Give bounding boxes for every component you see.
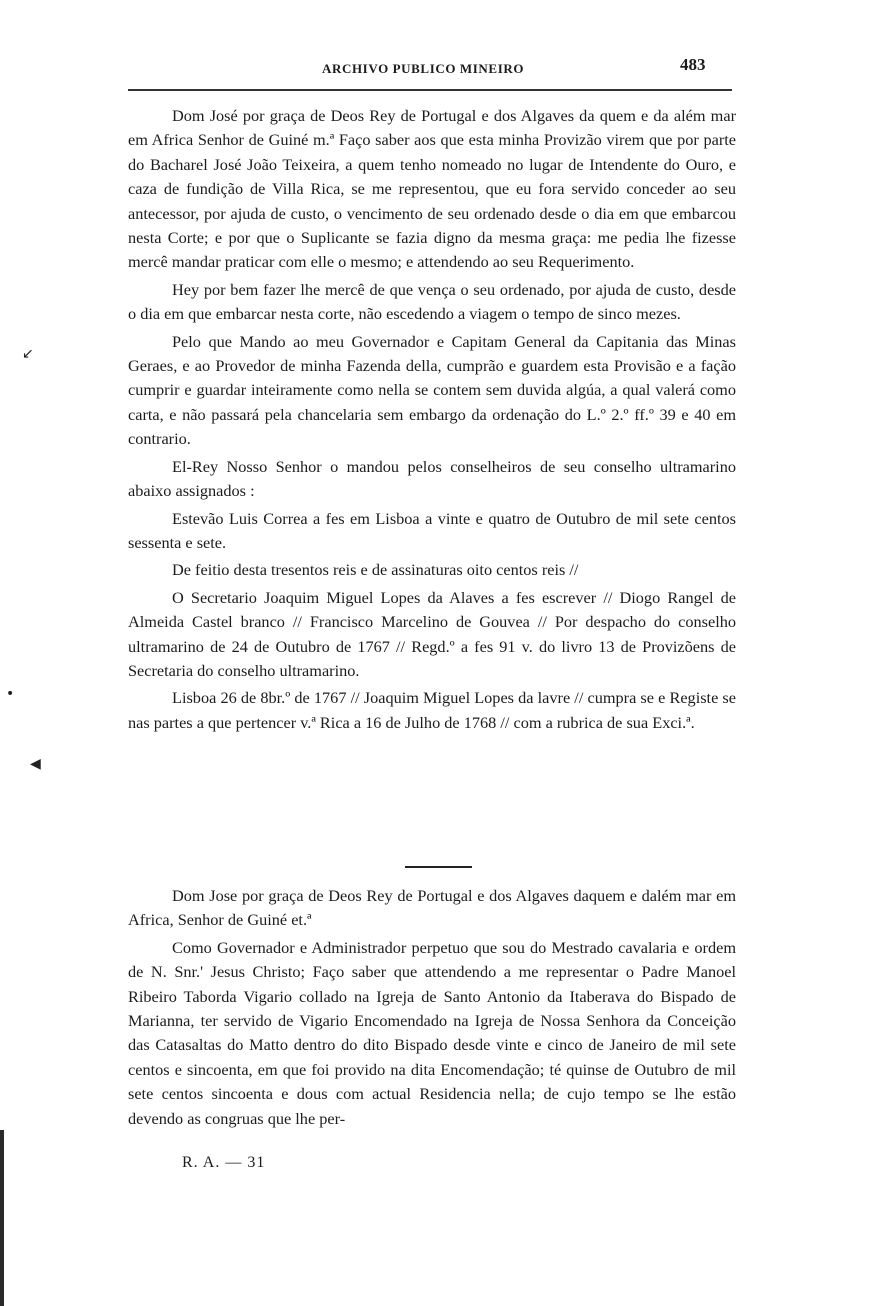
- margin-mark: ◀: [30, 756, 41, 772]
- margin-mark: •: [6, 686, 15, 702]
- paragraph: El-Rey Nosso Senhor o mandou pelos conselheiros de seu conselho ultramarino abaixo assignados :: [128, 456, 736, 501]
- paragraph: Estevão Luis Correa a fes em Lisboa a vinte e quatro de Outubro de mil sete centos sessenta e sete.: [128, 508, 736, 552]
- margin-mark: ↙: [22, 346, 34, 362]
- paragraph: O Secretario Joaquim Miguel Lopes da Alaves a fes escrever // Diogo Rangel de Almeida Castel branco // Francisco Marcelino de Gouvea // Por despacho do conselho ultramarino de 24 de Outubro de 1767 // Regd.º a fes 91 v. do livro 13 de Provizõens de Secretaria do conselho ultramarino.: [128, 587, 736, 680]
- document-provisao-1: [128, 104, 736, 738]
- paragraph: De feitio desta tresentos reis e de assinaturas oito centos reis //: [172, 560, 579, 580]
- page-edge-line: [0, 1130, 4, 1306]
- paragraph: Dom José por graça de Deos Rey de Portugal e dos Algaves da quem e da além mar em Africa Senhor de Guiné m.ª Faço saber aos que esta minha Provizão virem que por parte do Bacharel José João Teixeira, a quem tenho nomeado no lugar de Intendente do Ouro, e caza de fundição de Villa Rica, se me representou, que eu fora servido conceder ao seu antecessor, por ajuda de custo, o vencimento de seu ordenado desde o dia em que embarcou nesta Corte; e por que o Suplicante se fazia digno da mesma graça: me pedia lhe fizesse mercê mandar praticar com elle o mesmo; e attendendo ao seu Requerimento.: [128, 106, 736, 272]
- paragraph: Como Governador e Administrador perpetuo que sou do Mestrado cavalaria e ordem de N. Snr.' Jesus Christo; Faço saber que attendendo a me representar o Padre Manoel Ribeiro Taborda Vigario collado na Igreja de Santo Antonio da Itaberava do Bispado de Marianna, ter servido de Vigario Encomendado na Igreja de Nossa Senhora da Conceição das Catasaltas do Matto dentro do dito Bispado desde vinte e cinco de Janeiro de mil sete centos e sincoenta, em que foi provido na dita Encomendação; té quinse de Outubro de mil sete centos sincoenta e dous com actual Residencia nella; de cujo tempo se lhe estão devendo as congruas que lhe per-: [128, 937, 736, 1128]
- page-number: 483: [680, 55, 706, 74]
- header-rule: [128, 89, 732, 91]
- paragraph: Pelo que Mando ao meu Governador e Capitam General da Capitania das Minas Geraes, e ao Provedor de minha Fazenda della, cumprão e guardem esta Provisão e a fação cumprir e guardar inteiramente como nella se contem sem duvida algúa, a qual valerá como carta, e não passará pela chancelaria sem embargo da ordenação do L.º 2.º ff.º 39 e 40 em contrario.: [128, 331, 736, 449]
- paragraph: Dom Jose por graça de Deos Rey de Portugal e dos Algaves daquem e dalém mar em Africa, Senhor de Guiné et.ª: [128, 886, 736, 930]
- document-provisao-2: [128, 884, 736, 1134]
- running-header-title: ARCHIVO PUBLICO MINEIRO: [322, 61, 525, 76]
- paragraph: Lisboa 26 de 8br.º de 1767 // Joaquim Miguel Lopes da lavre // cumpra se e Registe se nas partes a que pertencer v.ª Rica a 16 de Julho de 1768 // com a rubrica de sua Exci.ª.: [128, 688, 736, 732]
- footer-signature: R. A. — 31: [182, 1154, 266, 1171]
- section-separator: [405, 866, 472, 868]
- paragraph: Hey por bem fazer lhe mercê de que vença o seu ordenado, por ajuda de custo, desde o dia em que embarcar nesta corte, não escedendo a viagem o tempo de sinco mezes.: [128, 279, 736, 324]
